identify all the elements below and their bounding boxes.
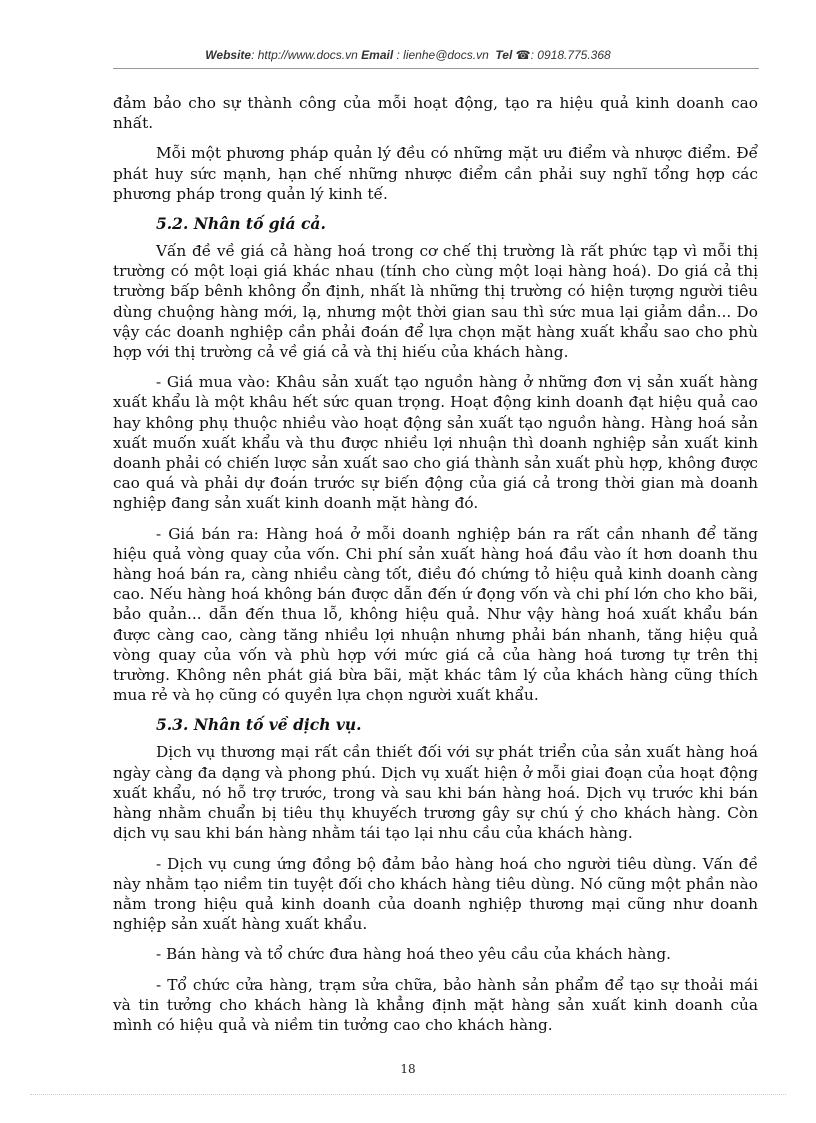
- paragraph: - Giá mua vào: Khâu sản xuất tạo nguồn hàng ở những đơn vị sản xuất hàng xuất khẩu là một khâu hết sức quan trọng. Hoạt động kinh doanh đạt hiệu quả cao hay không phụ thuộc nhiều vào hoạt động sản xuất tạo nguồn hàng. Hàng hoá sản xuất muốn xuất khẩu và thu được nhiều lợi nhuận thì doanh nghiệp sản xuất kinh doanh phải có chiến lược sản xuất sao cho giá thành sản xuất phù hợp, không được cao quá và phải dự đoán trước sự biến động của giá cả trong thời gian mà doanh nghiệp đang sản xuất kinh doanh mặt hàng đó.: [113, 373, 758, 513]
- tel-label: Tel: [495, 48, 513, 62]
- section-heading-5-3: 5.3. Nhân tố về dịch vụ.: [156, 715, 362, 735]
- page-header: [0, 48, 816, 62]
- website-label: Website: [205, 48, 252, 62]
- website-url[interactable]: http://www.docs.vn: [257, 48, 358, 62]
- paragraph: Dịch vụ thương mại rất cần thiết đối với sự phát triển của sản xuất hàng hoá ngày càng đa dạng và phong phú. Dịch vụ xuất hiện ở mỗi giai đoạn của hoạt động xuất khẩu, nó hỗ trợ trước, trong và sau khi bán hàng hoá. Dịch vụ trước khi bán hàng nhằm chuẩn bị tiêu thụ khuyếch trương gây sự chú ý cho khách hàng. Còn dịch vụ sau khi bán hàng nhằm tái tạo lại nhu cầu của khách hàng.: [113, 743, 758, 843]
- paragraph: Vấn đề về giá cả hàng hoá trong cơ chế thị trường là rất phức tạp vì mỗi thị trường có một loại giá khác nhau (tính cho cùng một loại hàng hoá). Do giá cả thị trường bấp bênh không ổn định, nhất là những thị trường có hiện tượng người tiêu dùng chuộng hàng mới, lạ, nhưng một thời gian sau thì sức mua lại giảm dần... Do vậy các doanh nghiệp cần phải đoán để lựa chọn mặt hàng xuất khẩu sao cho phù hợp với thị trường cả về giá cả và thị hiếu của khách hàng.: [113, 242, 758, 362]
- paragraph: - Bán hàng và tổ chức đưa hàng hoá theo yêu cầu của khách hàng.: [156, 945, 672, 964]
- footer-divider: [30, 1094, 786, 1095]
- paragraph: Mỗi một phương pháp quản lý đều có những mặt ưu điểm và nhược điểm. Để phát huy sức mạnh, hạn chế những nhược điểm cần phải suy nghĩ tổng hợp các phương pháp trong quản lý kinh tế.: [113, 144, 758, 203]
- header-divider: [113, 68, 759, 69]
- document-body: [113, 93, 758, 1045]
- email-label: Email: [361, 48, 394, 62]
- paragraph: - Giá bán ra: Hàng hoá ở mỗi doanh nghiệp bán ra rất cần nhanh để tăng hiệu quả vòng quay của vốn. Chi phí sản xuất hàng hoá đầu vào ít hơn doanh thu hàng hoá bán ra, càng nhiều càng tốt, điều đó chứng tỏ hiệu quả kinh doanh càng cao. Nếu hàng hoá không bán được dẫn đến ứ đọng vốn và chi phí lớn cho kho bãi, bảo quản... dẫn đến thua lỗ, không hiệu quả. Như vậy hàng hoá xuất khẩu bán được càng cao, càng tăng nhiều lợi nhuận nhưng phải bán nhanh, tăng hiệu quả vòng quay của vốn và phù hợp với mức giá cả của hàng hoá tương tự trên thị trường. Không nên phát giá bừa bãi, mặt khác tâm lý của khách hàng cũng thích mua rẻ và họ cũng có quyền lựa chọn người xuất khẩu.: [113, 524, 758, 705]
- paragraph: - Dịch vụ cung ứng đồng bộ đảm bảo hàng hoá cho người tiêu dùng. Vấn đề này nhằm tạo niềm tin tuyệt đối cho khách hàng tiêu dùng. Nó cũng một phần nào nằm trong hiệu quả kinh doanh của doanh nghiệp thương mại cũng như doanh nghiệp sản xuất hàng xuất khẩu.: [113, 854, 758, 934]
- paragraph: - Tổ chức cửa hàng, trạm sửa chữa, bảo hành sản phẩm để tạo sự thoải mái và tin tưởng cho khách hàng là khẳng định mặt hàng sản xuất kinh doanh của mình có hiệu quả và niềm tin tưởng cao cho khách hàng.: [113, 975, 758, 1034]
- page-number: 18: [400, 1062, 416, 1076]
- email-sep: :: [393, 48, 404, 62]
- email-value[interactable]: lienhe@docs.vn: [403, 48, 489, 62]
- section-heading-5-2: 5.2. Nhân tố giá cả.: [156, 214, 326, 234]
- paragraph: đảm bảo cho sự thành công của mỗi hoạt động, tạo ra hiệu quả kinh doanh cao nhất.: [113, 94, 758, 133]
- tel-value: : 0918.775.368: [530, 48, 611, 62]
- website-sep: :: [251, 48, 258, 62]
- phone-icon: ☎: [515, 48, 531, 62]
